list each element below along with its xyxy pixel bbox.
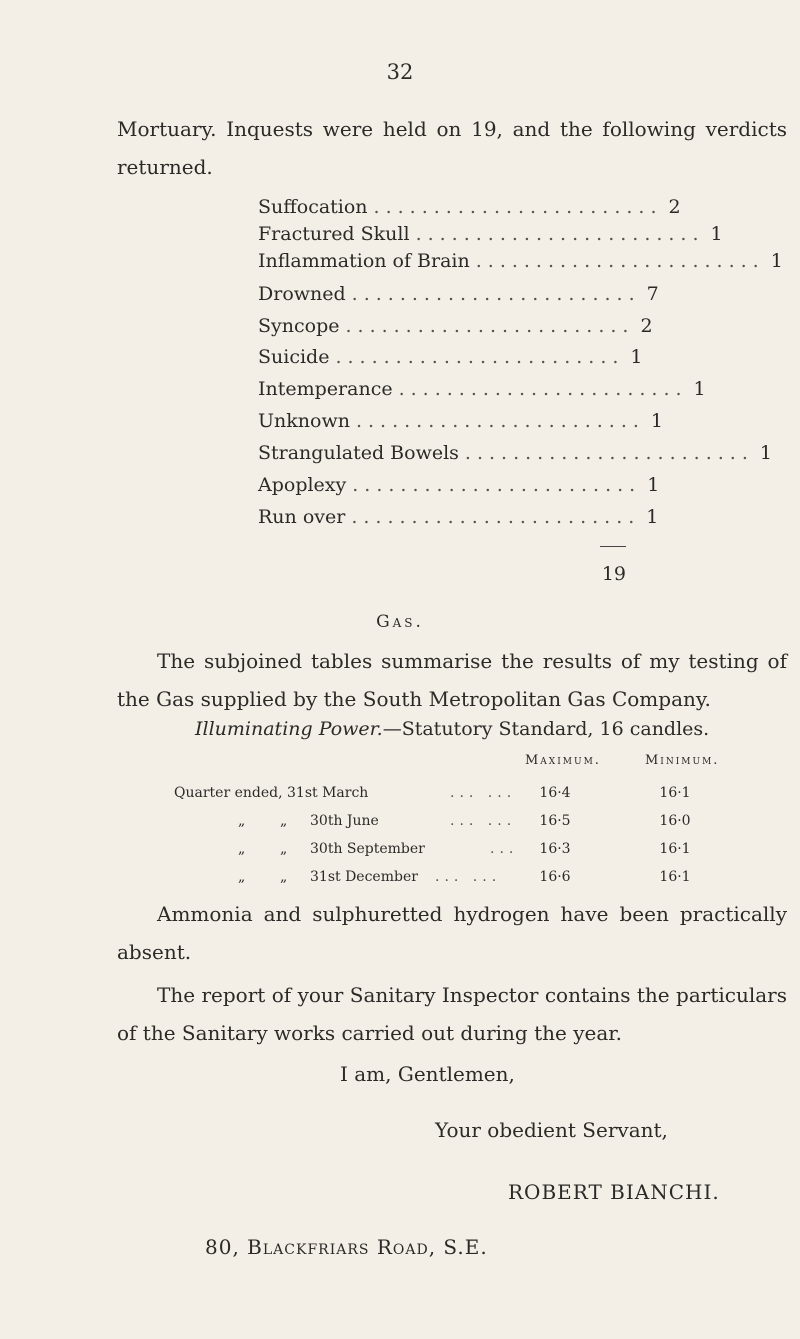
verdict-count: 1 bbox=[650, 410, 663, 432]
power-standard: —Statutory Standard, 16 candles. bbox=[382, 718, 710, 740]
verdict-row: Strangulated Bowels ........................ 1 bbox=[258, 442, 772, 464]
verdict-label: Fractured Skull bbox=[258, 223, 410, 245]
verdict-label: Unknown bbox=[258, 410, 350, 432]
verdict-count: 1 bbox=[759, 442, 772, 464]
verdict-count: 1 bbox=[647, 474, 660, 496]
quarter-label: 30th June bbox=[310, 813, 379, 829]
verdict-label: Syncope bbox=[258, 315, 340, 337]
column-head-minimum: Minimum. bbox=[645, 753, 720, 768]
min-value: 16·1 bbox=[659, 785, 691, 801]
signature-name: ROBERT BIANCHI. bbox=[508, 1180, 720, 1204]
ditto-mark: „ bbox=[238, 813, 246, 829]
verdict-label: Intemperance bbox=[258, 378, 393, 400]
verdict-count: 1 bbox=[630, 346, 643, 368]
verdict-count: 7 bbox=[646, 283, 659, 305]
ditto-mark: „ bbox=[280, 869, 288, 885]
max-value: 16·4 bbox=[539, 785, 571, 801]
max-value: 16·3 bbox=[539, 841, 571, 857]
verdict-count: 1 bbox=[770, 250, 783, 272]
verdict-count: 2 bbox=[640, 315, 653, 337]
max-value: 16·6 bbox=[539, 869, 571, 885]
verdict-label: Drowned bbox=[258, 283, 346, 305]
verdict-count: 1 bbox=[646, 506, 659, 528]
quarter-label: Quarter ended, 31st March bbox=[174, 785, 369, 801]
ditto-mark: „ bbox=[238, 869, 246, 885]
ammonia-note: Ammonia and sulphuretted hydrogen have been practically absent. bbox=[117, 902, 787, 964]
quarter-label: 31st December bbox=[310, 869, 418, 885]
verdict-row: Syncope ........................ 2 bbox=[258, 315, 653, 337]
table-row: „ „ 30th September ... 16·3 16·1 bbox=[150, 841, 790, 867]
verdict-label: Run over bbox=[258, 506, 346, 528]
verdict-row: Intemperance ........................ 1 bbox=[258, 378, 706, 400]
verdict-row: Suicide ........................ 1 bbox=[258, 346, 643, 368]
max-value: 16·5 bbox=[539, 813, 571, 829]
table-row: „ „ 31st December ... ... 16·6 16·1 bbox=[150, 869, 790, 895]
verdict-row: Apoplexy ........................ 1 bbox=[258, 474, 660, 496]
verdict-label: Apoplexy bbox=[258, 474, 347, 496]
verdict-row: Fractured Skull ........................ 1 bbox=[258, 223, 723, 245]
verdict-count: 1 bbox=[693, 378, 706, 400]
verdict-label: Suicide bbox=[258, 346, 330, 368]
verdict-total: 19 bbox=[601, 563, 626, 585]
gas-heading: Gas. bbox=[376, 612, 424, 632]
ditto-mark: „ bbox=[280, 813, 288, 829]
table-row: Quarter ended, 31st March ... ... 16·4 16·1 bbox=[150, 785, 790, 811]
verdict-row: Drowned ........................ 7 bbox=[258, 283, 659, 305]
min-value: 16·1 bbox=[659, 841, 691, 857]
min-value: 16·0 bbox=[659, 813, 691, 829]
column-head-maximum: Maximum. bbox=[525, 753, 601, 768]
quarter-label: 30th September bbox=[310, 841, 425, 857]
verdict-row: Run over ........................ 1 bbox=[258, 506, 659, 528]
mortuary-intro: Mortuary. Inquests were held on 19, and the following verdicts returned. bbox=[117, 117, 787, 179]
table-row: „ „ 30th June ... ... 16·5 16·0 bbox=[150, 813, 790, 839]
verdict-row: Inflammation of Brain ........................ 1 bbox=[258, 250, 783, 272]
verdict-row: Unknown ........................ 1 bbox=[258, 410, 663, 432]
gas-intro: The subjoined tables summarise the results of my testing of the Gas supplied by the South Metropolitan Gas Company. bbox=[117, 649, 787, 711]
address: 80, Blackfriars Road, S.E. bbox=[205, 1235, 488, 1259]
ditto-mark: „ bbox=[280, 841, 288, 857]
power-label: Illuminating Power. bbox=[195, 718, 383, 740]
verdict-label: Inflammation of Brain bbox=[258, 250, 470, 272]
verdict-count: 2 bbox=[668, 196, 681, 218]
min-value: 16·1 bbox=[659, 869, 691, 885]
total-rule bbox=[600, 546, 626, 547]
greeting: I am, Gentlemen, bbox=[340, 1062, 515, 1086]
closing: Your obedient Servant, bbox=[435, 1118, 668, 1142]
verdict-count: 1 bbox=[710, 223, 723, 245]
verdict-label: Suffocation bbox=[258, 196, 368, 218]
page-number: 32 bbox=[386, 60, 414, 84]
sanitary-report: The report of your Sanitary Inspector contains the particulars of the Sanitary works carried out during the year. bbox=[117, 983, 787, 1045]
illuminating-power-line bbox=[195, 718, 709, 740]
verdict-row: Suffocation ........................ 2 bbox=[258, 196, 681, 218]
ditto-mark: „ bbox=[238, 841, 246, 857]
verdict-label: Strangulated Bowels bbox=[258, 442, 459, 464]
